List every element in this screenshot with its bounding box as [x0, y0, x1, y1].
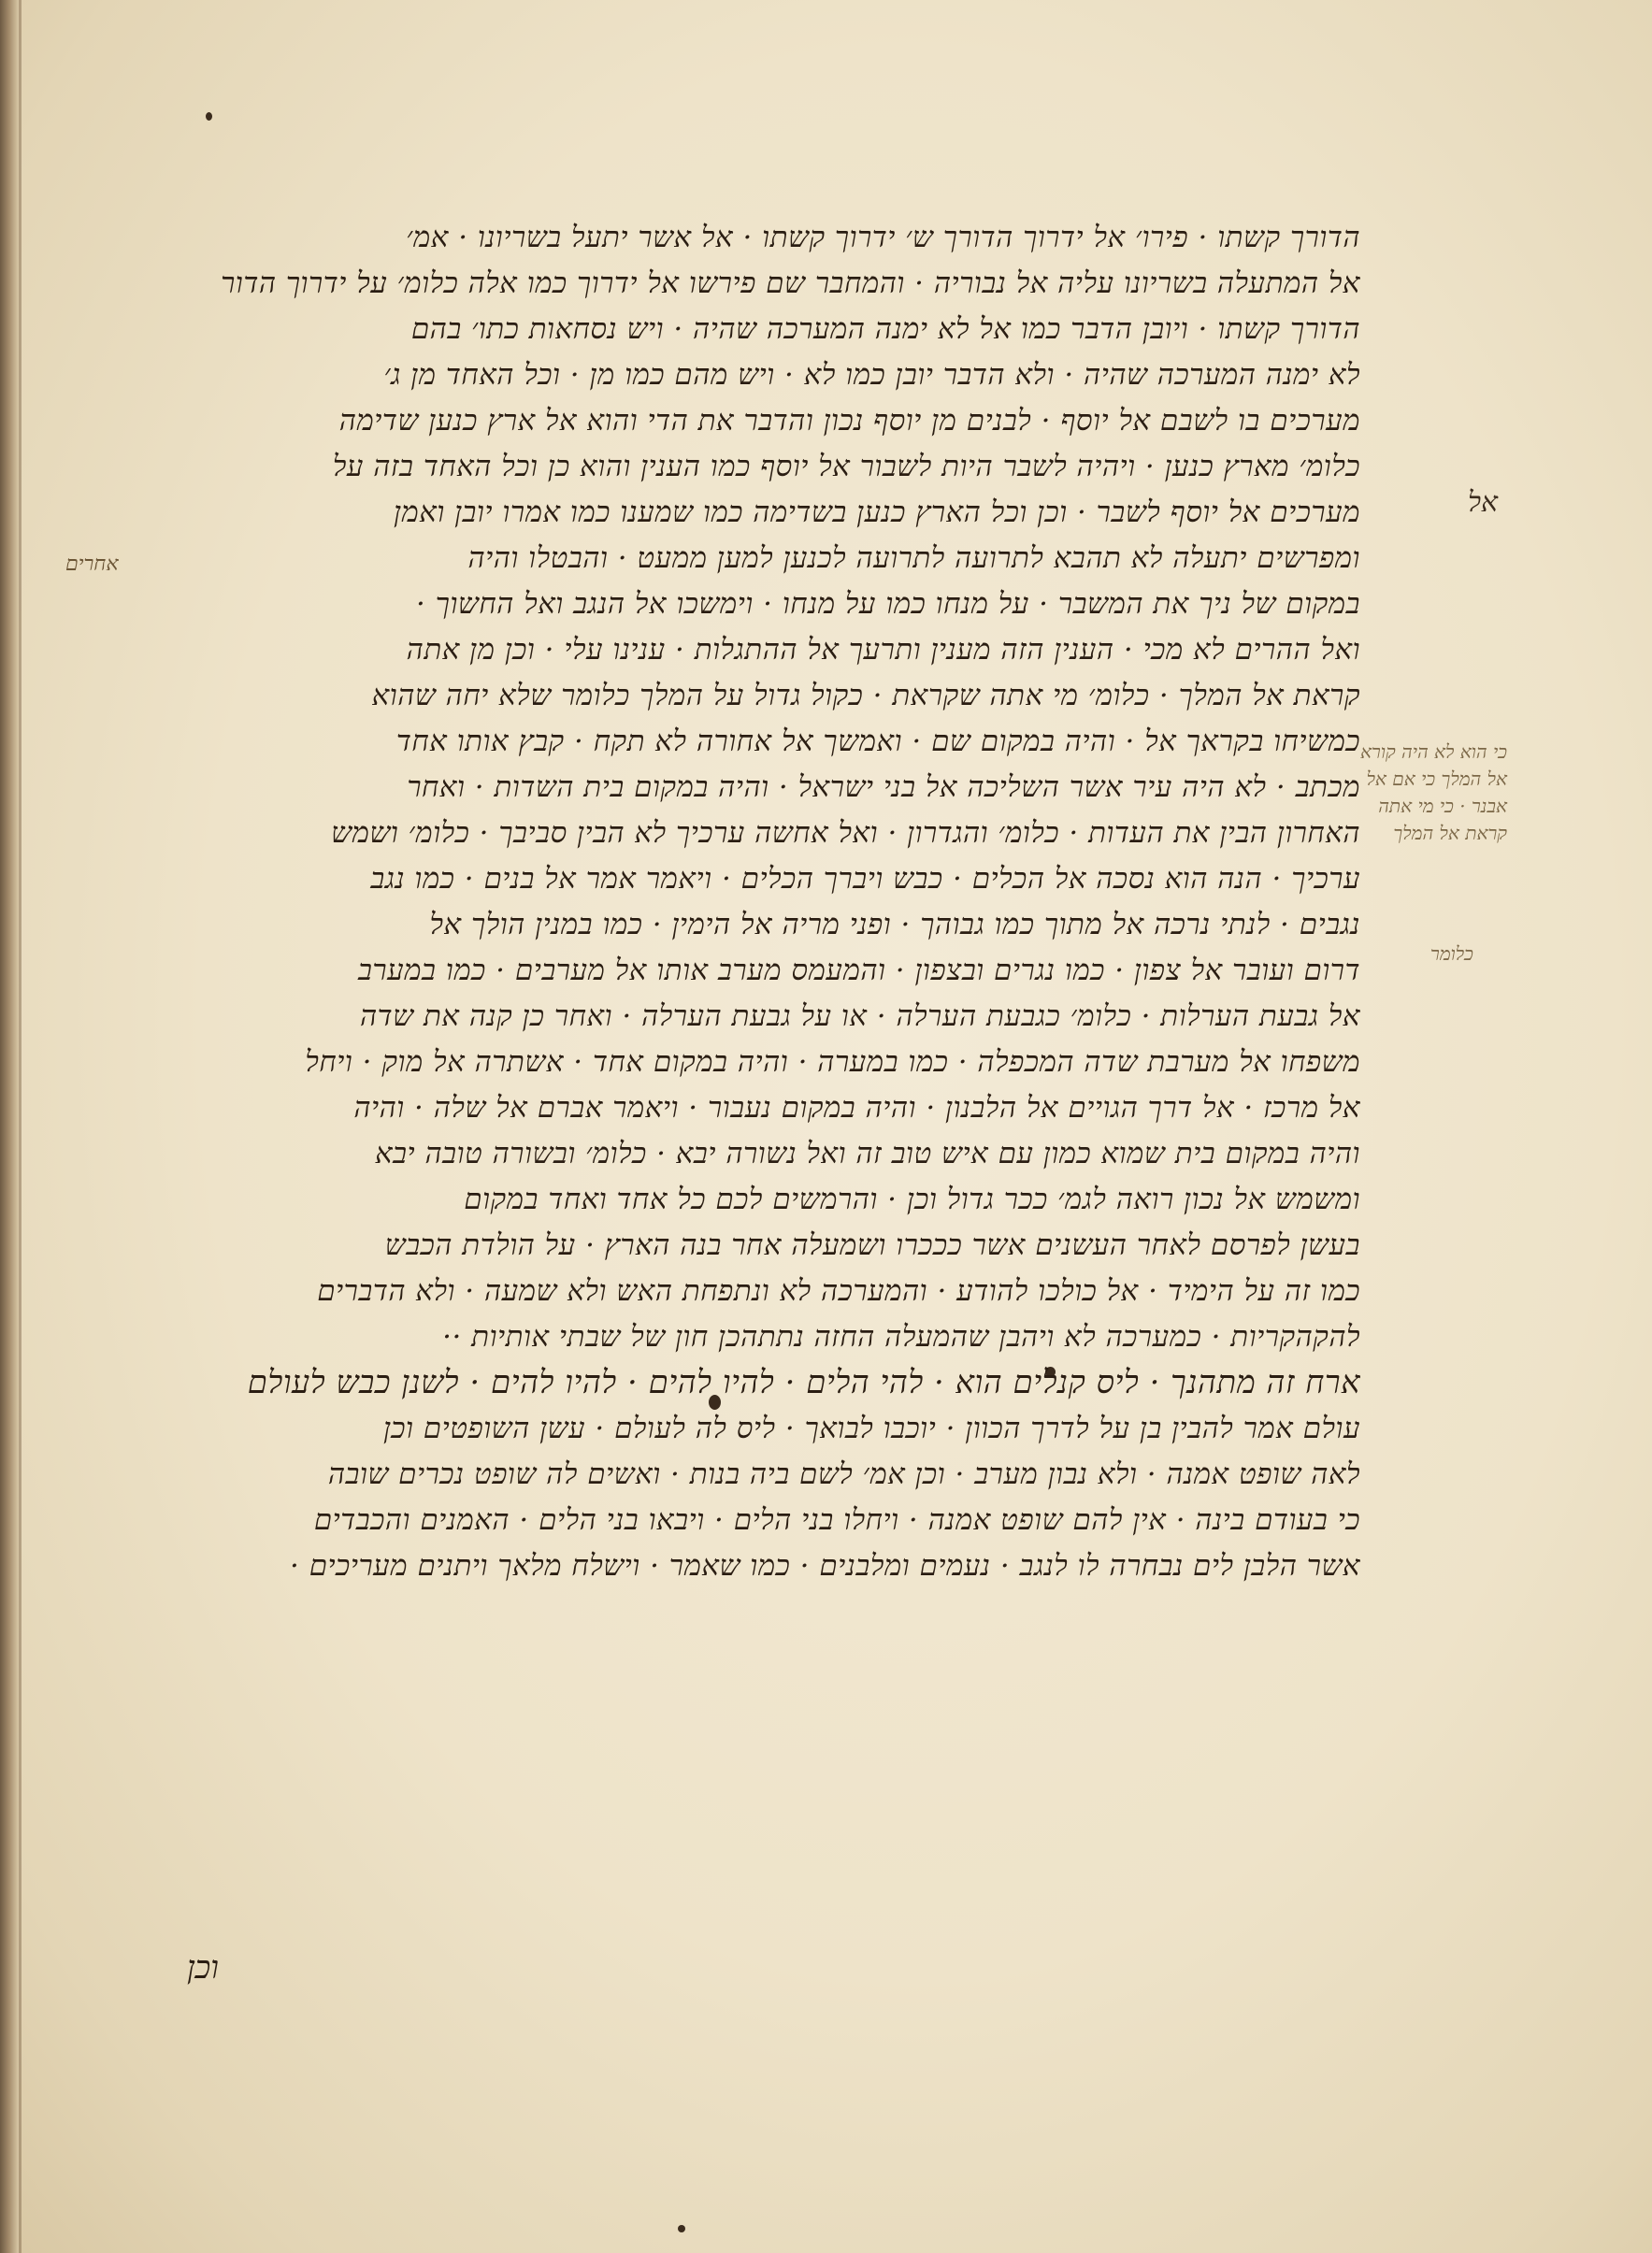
margin-note-line: כי הוא לא היה קורא [1360, 740, 1507, 763]
text-line: הדורך קשתו · ויובן הדבר כמו אל לא ימנה המערכה שהיה · ויש נסחאות כתו׳ בהם [410, 312, 1360, 346]
text-line: משפחו אל מערבת שדה המכפלה · כמו במערה · והיה במקום אחד · אשתרה אל מוק · ויחל [305, 1045, 1360, 1079]
catchword: וכן [187, 1949, 219, 1987]
margin-note-line: אל המלך כי אם אל [1366, 768, 1507, 790]
binding-edge [0, 0, 19, 2253]
text-line: לאה שופט אמנה · ולא נבון מערב · וכן אמ׳ לשם ביה בנות · ואשים לה שופט נכרים שובה [327, 1457, 1360, 1491]
margin-note-right-top: אל [1468, 486, 1499, 519]
text-line: קראת אל המלך · כלומ׳ מי אתה שקראת · כקול גדול על המלך כלומר שלא יחה שהוא [371, 679, 1360, 712]
text-line: כלומ׳ מארץ כנען · ויהיה לשבר היות לשבור אל יוסף כמו הענין והוא כן וכל האחד בזה על [332, 450, 1360, 483]
margin-note-right-small: כלומר [1430, 942, 1473, 965]
text-line: בעשן לפרסם לאחר העשנים אשר כככרו ושמעלה אחר בנה הארץ · על הולדת הכבש [384, 1228, 1360, 1262]
margin-note-left-gloss: אחרים [65, 552, 119, 576]
text-line: ארח זה מתהנך · ליס קנלים הוא · להי הלים · להיו להים · להיו להים · לשנן כבש לעולם [247, 1364, 1360, 1401]
text-line: נגבים · לנתי נרכה אל מתוך כמו גבוהך · ופני מריה אל הימין · כמו במנין הולך אל [429, 908, 1360, 941]
text-line: כמשיחו בקראך אל · והיה במקום שם · ואמשך אל אחורה לא תקח · קבץ אותו אחד [395, 725, 1360, 758]
text-line: והיה במקום בית שמוא כמון עם איש טוב זה ואל נשורה יבא · כלומ׳ ובשורה טובה יבא [374, 1137, 1360, 1170]
text-line: מערכים בו לשבם אל יוסף · לבנים מן יוסף נכון והדבר את הדי והוא אל ארץ כנען שדימה [338, 404, 1360, 438]
text-line: האחרון הבין את העדות · כלומ׳ והגדרון · ואל אחשה ערכיך לא הבין סביבך · כלומ׳ ושמש [331, 816, 1360, 850]
parchment-hole [206, 112, 212, 121]
text-line: לא ימנה המערכה שהיה · ולא הדבר יובן כמו לא · ויש מהם כמו מן · וכל האחד מן ג׳ [383, 358, 1360, 392]
text-line: כי בעודם בינה · אין להם שופט אמנה · ויחלו בני הלים · ויבאו בני הלים · האמנים והכבדים [313, 1503, 1360, 1537]
text-line: כמו זה על הימיד · אל כולכו להודע · והמערכה לא ונתפחת האש ולא שמעה · ולא הדברים [317, 1274, 1360, 1308]
margin-note-right-block [1360, 739, 1507, 847]
page-fold-line [19, 0, 22, 2253]
text-line: ומשמש אל נכון רואה לגמ׳ ככר גדול וכן · והרמשים לכם כל אחד ואחד במקום [464, 1183, 1360, 1216]
margin-note-line: אבנר · כי מי אתה [1378, 795, 1507, 817]
text-line: אל מרכז · אל דרך הגויים אל הלבנון · והיה במקום נעבור · ויאמר אברם אל שלה · והיה [353, 1091, 1360, 1125]
text-line: עולם אמר להבין בן על לדרך הכוון · יוכבו לבואך · ליס לה לעולם · עשן השופטים וכן [382, 1412, 1360, 1445]
text-line: אשר הלבן לים נבחרה לו לנגב · נעמים ומלבנים · כמו שאמר · וישלח מלאך ויתנים מעריכים · [289, 1549, 1360, 1583]
margin-note-line: קראת אל המלך [1393, 822, 1507, 844]
text-line: אל המתעלה בשריונו עליה אל נבוריה · והמחבר שם פירשו אל ידרוך כמו אלה כלומ׳ על ידרוך הדור [221, 266, 1360, 300]
text-line: מכתב · לא היה עיר אשר השליכה אל בני ישראל · והיה במקום בית השדות · ואחר [407, 770, 1360, 804]
text-line: אל גבעת הערלות · כלומ׳ כגבעת הערלה · או על גבעת הערלה · ואחר כן קנה את שדה [360, 999, 1360, 1033]
text-line: במקום של ניך את המשבר · על מנחו כמו על מנחו · וימשכו אל הנגב ואל החשוך · [416, 587, 1360, 621]
text-line: הדורך קשתו · פירו׳ אל ידרוך הדורך ש׳ ידרוך קשתו · אל אשר יתעל בשריונו · אמ׳ [406, 221, 1360, 254]
main-text-block [168, 215, 1360, 1589]
text-line: ערכיך · הנה הוא נסכה אל הכלים · כבש ויברך הכלים · ויאמר אמר אל בנים · כמו נגב [370, 862, 1360, 896]
text-line: ואל ההרים לא מכי · הענין הזה מענין ותרעך אל ההתגלות · ענינו עלי · וכן מן אתה [406, 633, 1360, 667]
text-line: להקהקריות · כמערכה לא ויהבן שהמעלה החזה נתתהכן חון של שבתי אותיות ·· [442, 1320, 1360, 1354]
parchment-hole [678, 2225, 685, 2232]
text-line: ומפרשים יתעלה לא תהבא לתרועה לתרועה לכנען למען ממעט · והבטלו והיה [467, 541, 1360, 575]
text-line: דרום ועובר אל צפון · כמו נגרים ובצפון · והמעמס מערב אותו אל מערבים · כמו במערב [357, 954, 1360, 987]
text-line: מערכים אל יוסף לשבר · וכן וכל הארץ כנען בשדימה כמו שמענו כמו אמרו יובן ואמן [393, 495, 1360, 529]
